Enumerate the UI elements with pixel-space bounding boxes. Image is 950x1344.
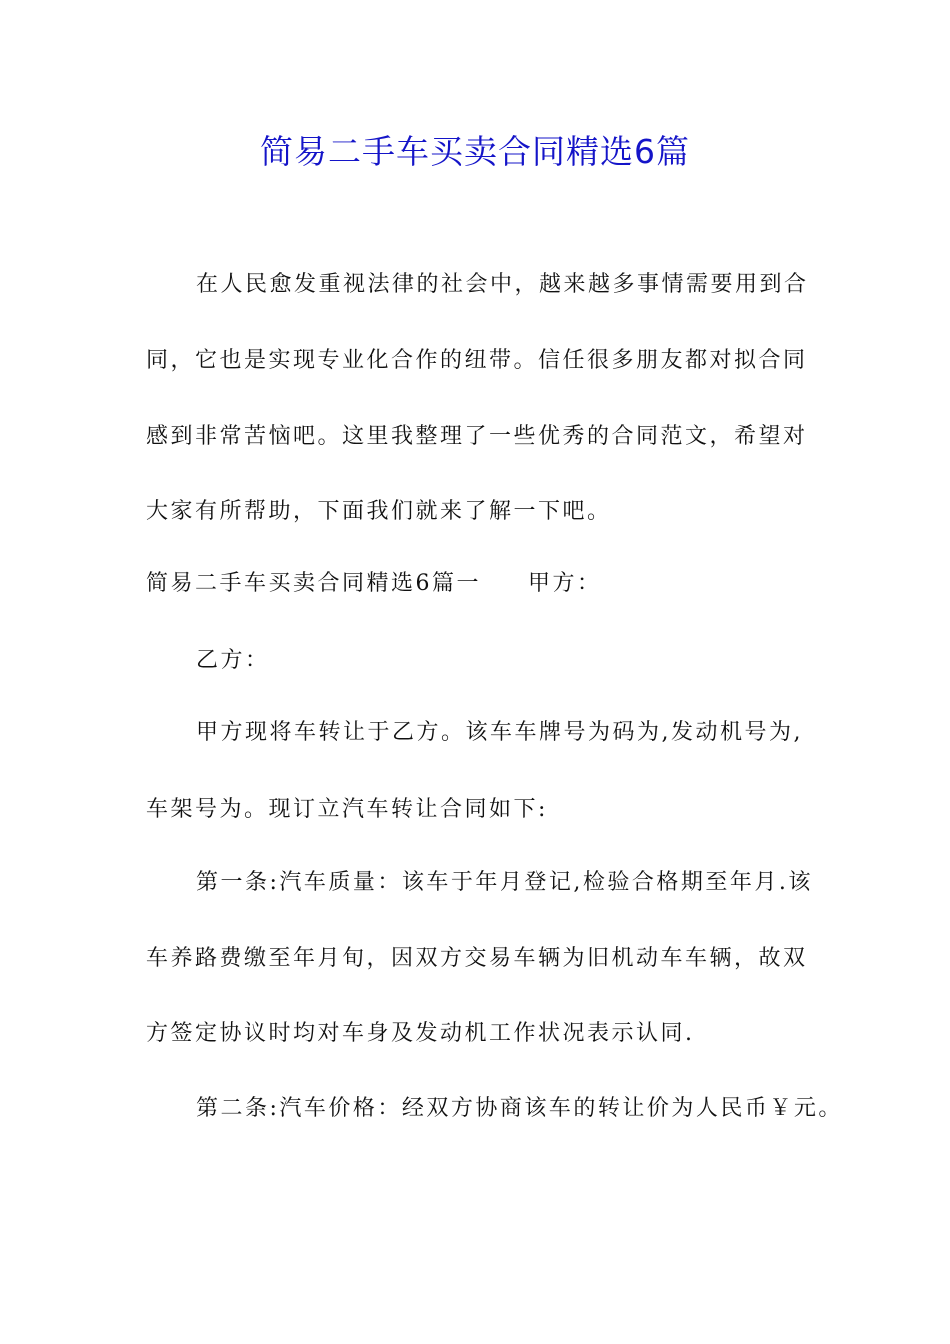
intro-line-2: 同，它也是实现专业化合作的纽带。信任很多朋友都对拟合同	[146, 348, 808, 373]
section-heading: 简易二手车买卖合同精选6篇一	[146, 571, 481, 596]
intro-line-1: 在人民愈发重视法律的社会中，越来越多事情需要用到合	[196, 272, 809, 297]
party-a-label: 甲方：	[528, 571, 602, 596]
intro-line-3: 感到非常苦恼吧。这里我整理了一些优秀的合同范文，希望对	[146, 424, 808, 449]
intro-line-4: 大家有所帮助，下面我们就来了解一下吧。	[146, 499, 612, 524]
article2-line-1: 第二条:汽车价格：经双方协商该车的转让价为人民币￥元。	[196, 1096, 843, 1121]
article1-line-1: 第一条:汽车质量：该车于年月登记,检验合格期至年月.该	[196, 870, 813, 895]
party-b-label: 乙方：	[196, 648, 270, 673]
document-title: 简易二手车买卖合同精选6篇	[260, 132, 690, 171]
article1-line-2: 车养路费缴至年月旬，因双方交易车辆为旧机动车车辆，故双	[146, 946, 808, 971]
article1-line-3: 方签定协议时均对车身及发动机工作状况表示认同.	[146, 1021, 695, 1046]
transfer-line-1: 甲方现将车转让于乙方。该车车牌号为码为,发动机号为,	[196, 720, 803, 745]
transfer-line-2: 车架号为。现订立汽车转让合同如下:	[146, 797, 548, 822]
